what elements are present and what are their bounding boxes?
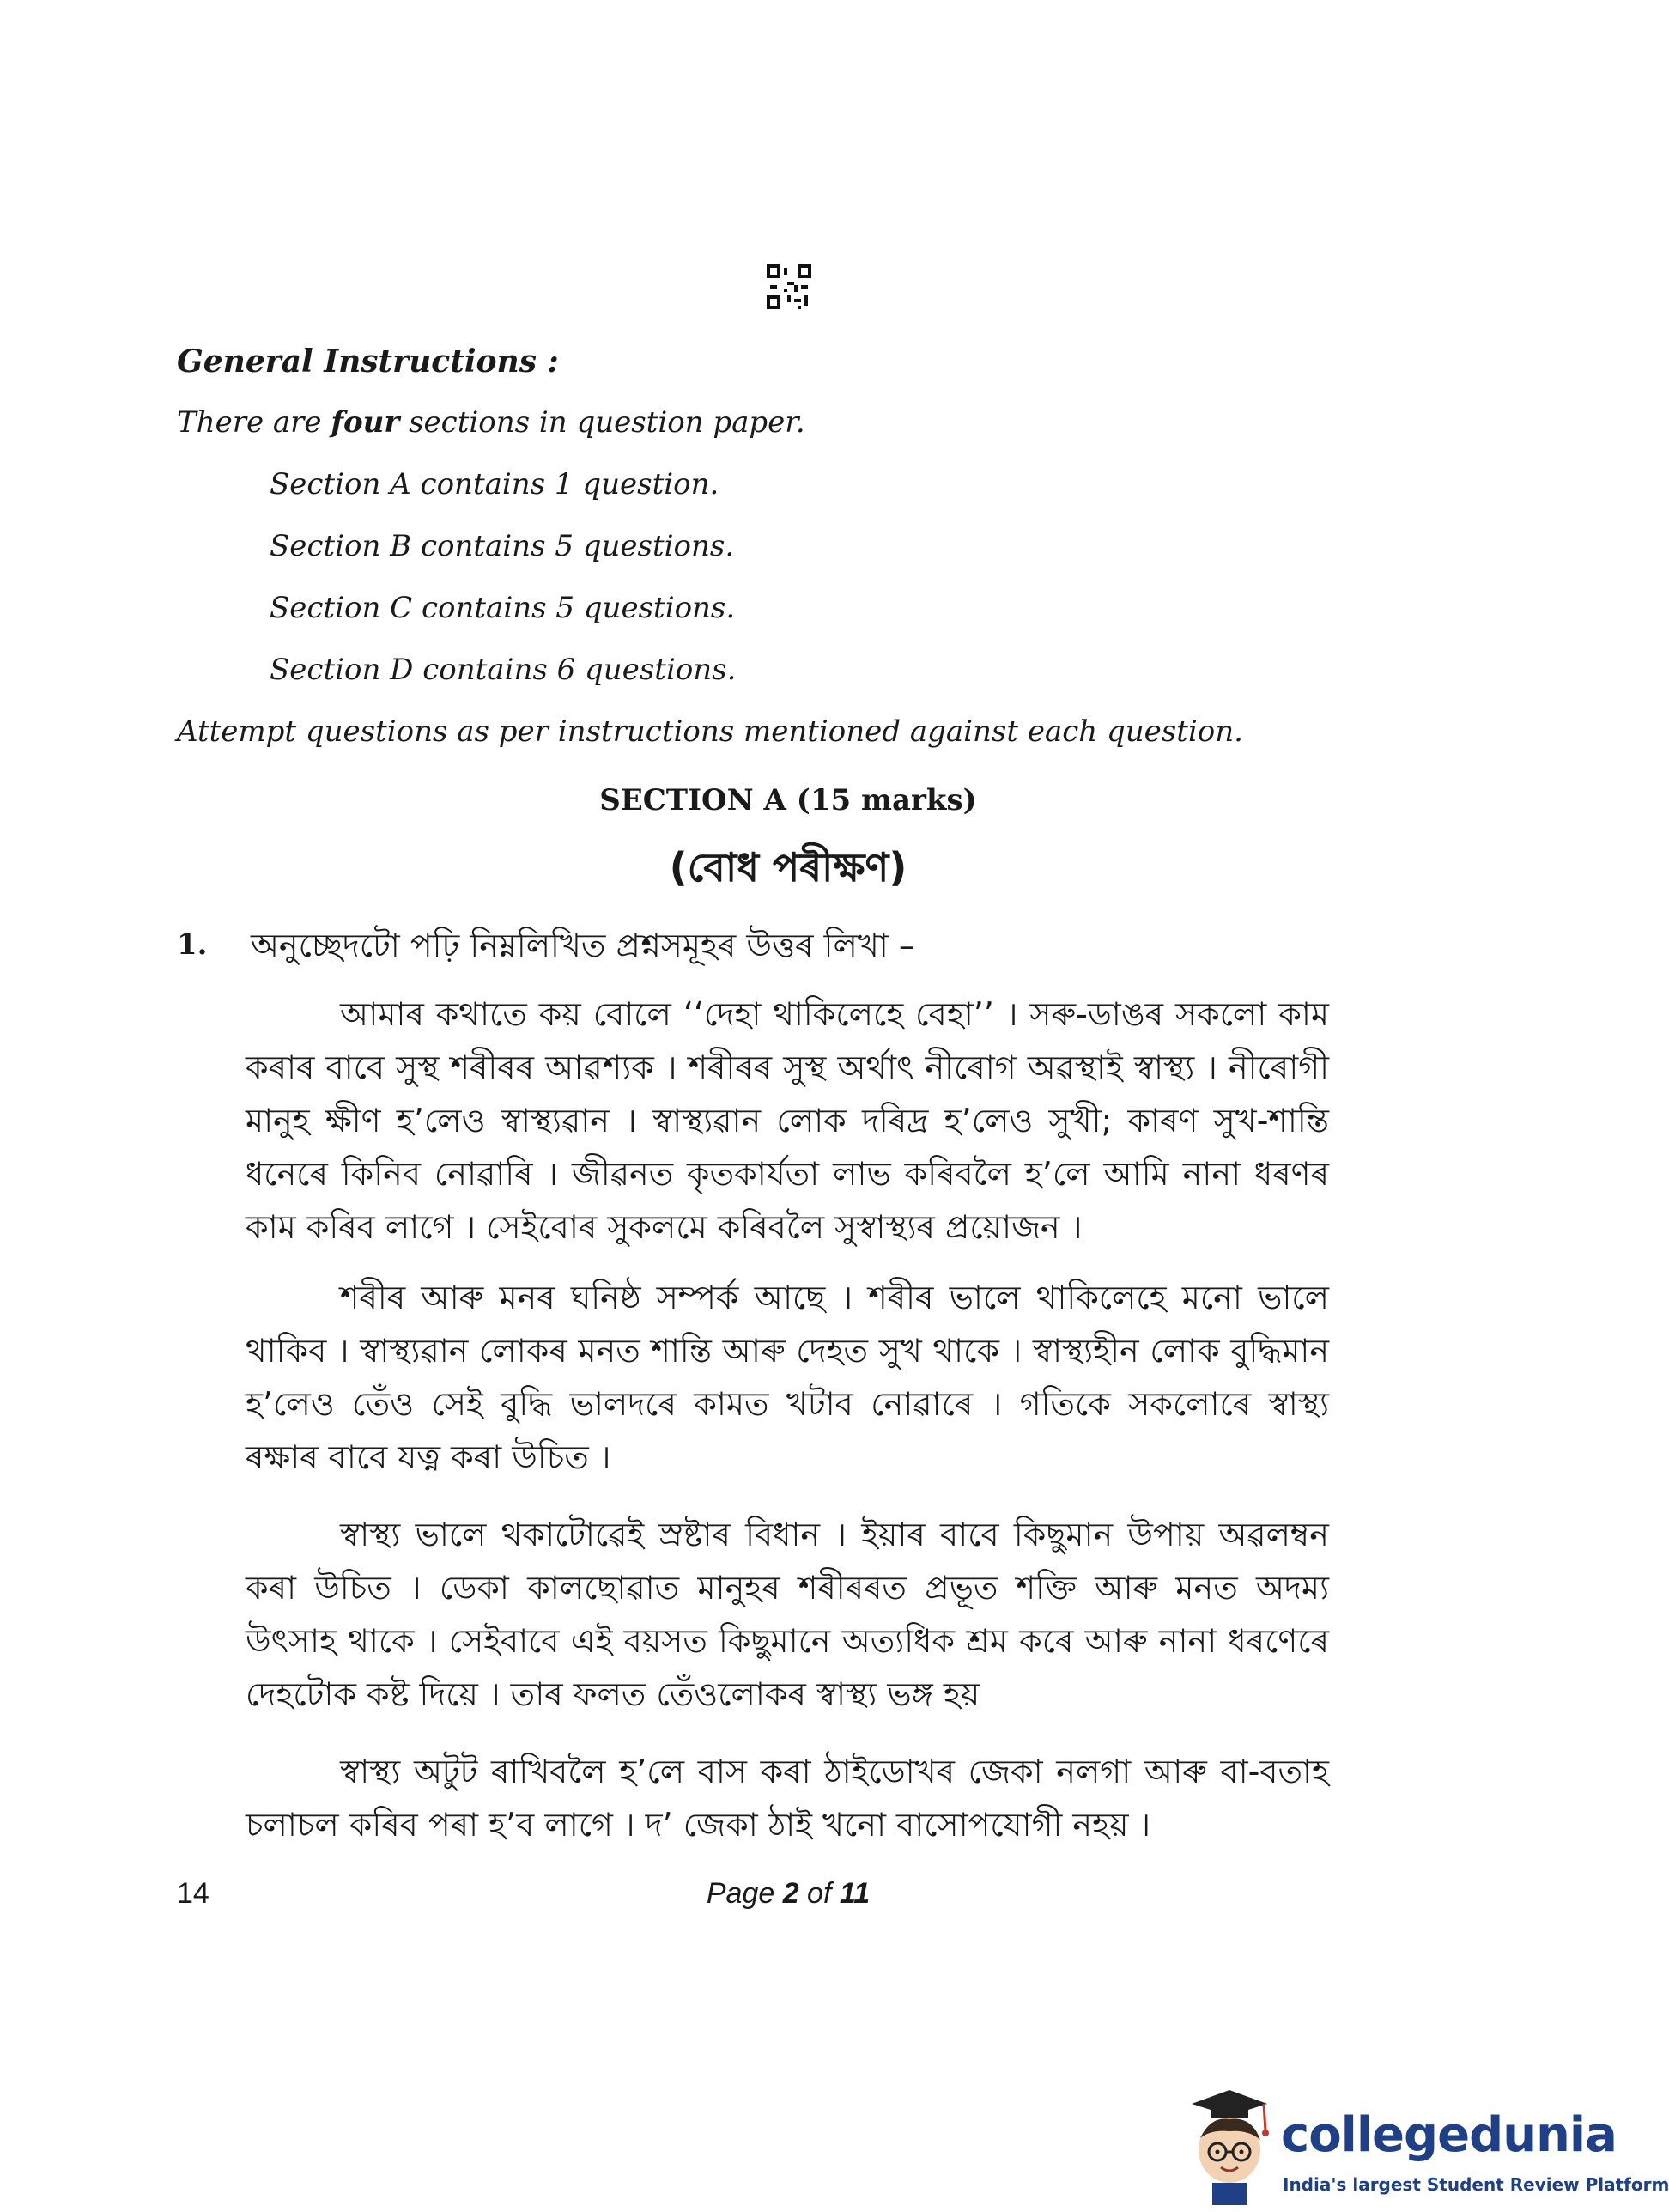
page-separator: of (798, 1877, 840, 1910)
collegedunia-watermark (1176, 2078, 1669, 2207)
attempt-instruction: Attempt questions as per instructions mentioned against each question. (177, 714, 1243, 749)
section-b-info: Section B contains 5 questions. (270, 529, 735, 563)
general-instructions-title: General Instructions : (177, 343, 559, 380)
section-d-info: Section D contains 6 questions. (270, 653, 737, 687)
section-a-subheading: (বোধ পৰীক্ষণ) (669, 844, 907, 890)
page-total: 11 (839, 1877, 871, 1910)
passage-paragraph: স্বাস্থ্য অটুট ৰাখিবলৈ হ’লে বাস কৰা ঠাইডোখৰ জেকা নলগা আৰু বা-বতাহ চলাচল কৰিব পৰা হ’ব লাগে । দ’ জেকা ঠাই খনো বাসোপযোগী নহয় । (246, 1753, 1330, 1844)
passage-paragraph: আমাৰ কথাতে কয় বোলে ‘‘দেহা থাকিলেহে বেহা’’ । সৰু-ডাঙৰ সকলো কাম কৰাৰ বাবে সুস্থ শৰীৰৰ আৱশ্যক । শৰীৰৰ সুস্থ অৰ্থাৎ নীৰোগ অৱস্থাই স্বাস্থ্য । নীৰোগী মানুহ ক্ষীণ হ’লেও স্বাস্থ্যৱান । স্বাস্থ্যৱান লোক দৰিদ্ৰ হ’লেও সুখী; কাৰণ সুখ-শান্তি ধনেৰে কিনিব নোৱাৰি । জীৱনত কৃতকাৰ্যতা লাভ কৰিবলৈ হ’লে আমি নানা ধৰণৰ কাম কৰিব লাগে । সেইবোৰ সুকলমে কৰিবলৈ সুস্বাস্থ্যৰ প্ৰয়োজন । (246, 995, 1329, 1246)
passage-paragraph: স্বাস্থ্য ভালে থকাটোৱেই স্ৰষ্টাৰ বিধান । ইয়াৰ বাবে কিছুমান উপায় অৱলম্বন কৰা উচিত । ডেকা কালছোৱাত মানুহৰ শৰীৰৰত প্ৰভূত শক্তি আৰু মনত অদম্য উৎসাহ থাকে । সেইবাবে এই বয়সত কিছুমানে অত্যধিক শ্ৰম কৰে আৰু নানা ধৰণেৰে দেহটোক কষ্ট দিয়ে । তাৰ ফলত তেঁওলোকৰ স্বাস্থ্য ভঙ্গ হয় (246, 1516, 1329, 1713)
question-number: 1. (177, 927, 208, 962)
intro-text-end: sections in question paper. (399, 405, 805, 440)
intro-bold-word: four (331, 405, 400, 440)
section-a-info: Section A contains 1 question. (270, 467, 719, 501)
section-a-heading: SECTION A (15 marks) (599, 783, 977, 817)
section-c-info: Section C contains 5 questions. (270, 591, 736, 625)
page-indicator (0, 1877, 1576, 1911)
page-label: Page (706, 1877, 783, 1910)
brand-name: collegedunia (1281, 2107, 1617, 2163)
page-current: 2 (782, 1877, 799, 1910)
instructions-intro (177, 405, 805, 440)
brand-tagline: India's largest Student Review Platform (1283, 2174, 1669, 2195)
qr-code-icon (767, 264, 811, 309)
paper-code: 14 (177, 1877, 209, 1910)
intro-text-start: There are (177, 405, 331, 440)
mascot-logo-icon (1176, 2078, 1279, 2207)
passage-paragraph: শৰীৰ আৰু মনৰ ঘনিষ্ঠ সম্পৰ্ক আছে । শৰীৰ ভালে থাকিলেহে মনো ভালে থাকিব । স্বাস্থ্যৱান লোকৰ মনত শান্তি আৰু দেহত সুখ থাকে । স্বাস্থ্যহীন লোক বুদ্ধিমান হ’লেও তেঁও সেই বুদ্ধি ভালদৰে কামত খটাব নোৱাৰে । গতিকে সকলোৰে স্বাস্থ্য ৰক্ষাৰ বাবে যত্ন কৰা উচিত । (246, 1279, 1329, 1476)
question-text: অনুচ্ছেদটো পঢ়ি নিম্নলিখিত প্ৰশ্নসমূহৰ উত্তৰ লিখা – (251, 927, 915, 964)
